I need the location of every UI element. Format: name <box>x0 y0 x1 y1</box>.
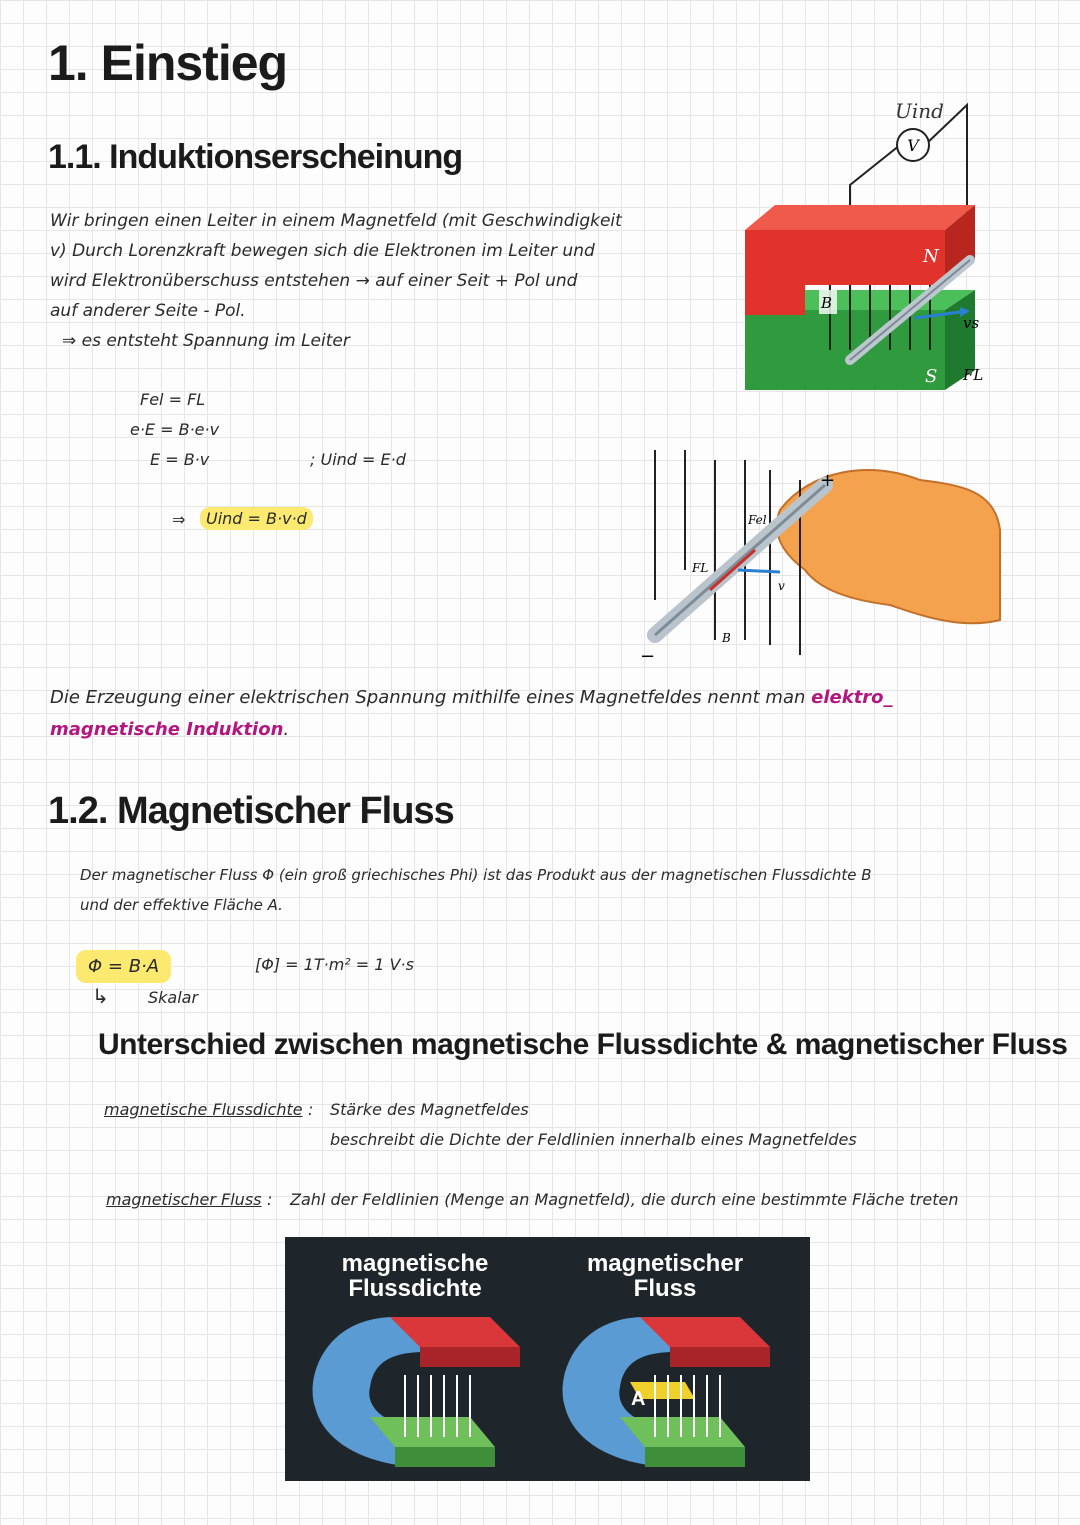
section-heading-flux: 1.2. Magnetischer Fluss <box>48 790 454 832</box>
equation-2: e·E = B·e·v <box>130 420 220 439</box>
conclusion-term-2: magnetische Induktion <box>50 719 284 740</box>
scalar-label: Skalar <box>148 988 199 1007</box>
b-label-2: B <box>722 631 731 645</box>
fel-label: Fel <box>748 513 767 527</box>
magnet-red-pillar <box>745 285 805 315</box>
flux-formula: Φ = B·A <box>76 950 171 983</box>
def1-colon: : <box>308 1100 314 1119</box>
conclusion-term-1: elektro_ <box>811 687 893 708</box>
section-heading-induction: 1.1. Induktionserscheinung <box>48 138 463 176</box>
velocity-label: vs <box>963 314 980 332</box>
force-label: FL <box>963 366 984 384</box>
v-label-2: v <box>778 579 785 593</box>
paragraph-line: auf anderer Seite - Pol. <box>50 301 246 321</box>
equation-3-side: ; Uind = E·d <box>310 450 406 469</box>
magnet-green-front <box>745 310 945 390</box>
def1-line1: Stärke des Magnetfeldes <box>330 1100 529 1119</box>
induction-conclusion <box>50 682 1040 746</box>
right-magnet <box>563 1317 770 1467</box>
figure-hand-rod <box>620 440 1020 670</box>
section-heading-difference: Unterschied zwischen magnetische Flussdichte & magnetischer Fluss <box>98 1028 1068 1061</box>
paragraph-line: und der effektive Fläche A. <box>80 896 283 914</box>
def1-line2: beschreibt die Dichte der Feldlinien innerhalb eines Magnetfeldes <box>330 1130 857 1149</box>
panel-left-title-line: magnetische <box>341 1250 489 1277</box>
panel-left-title <box>305 1251 525 1301</box>
panel-left-title-line: Flussdichte <box>348 1275 482 1302</box>
def1-term: magnetische Flussdichte <box>104 1100 303 1119</box>
plus-label: + <box>820 470 836 491</box>
scalar-arrow: ↳ <box>92 984 109 1008</box>
page-title: 1. Einstieg <box>48 35 288 91</box>
panel-magnets <box>285 1307 810 1481</box>
panel-right-title <box>555 1251 775 1301</box>
velocity-arrow-2 <box>738 570 780 572</box>
paragraph-line: Der magnetischer Fluss Φ (ein groß griechisches Phi) ist das Produkt aus der magnetischen Flussdichte B <box>80 866 872 884</box>
figure-magnet-rod <box>735 90 1025 410</box>
equation-3: E = B·v <box>150 450 210 469</box>
south-label: S <box>925 366 938 387</box>
panel-right-title-line: magnetischer <box>586 1250 744 1277</box>
comparison-panel <box>285 1237 810 1481</box>
voltage-label: Uind <box>895 99 944 123</box>
fl-label: FL <box>692 561 709 575</box>
result-arrow: ⇒ <box>172 510 186 529</box>
paragraph-line: Wir bringen einen Leiter in einem Magnetfeld (mit Geschwindigkeit <box>50 211 622 231</box>
magnet-red-front <box>745 230 945 285</box>
paragraph-line: v) Durch Lorenzkraft bewegen sich die Elektronen im Leiter und <box>50 241 595 261</box>
def2-text: Zahl der Feldlinien (Menge an Magnetfeld), die durch eine bestimmte Fläche treten <box>290 1190 959 1209</box>
induction-paragraph <box>50 206 690 356</box>
paragraph-line: ⇒ es entsteht Spannung im Leiter <box>62 331 350 351</box>
flux-paragraph <box>80 860 1040 920</box>
b-label: B <box>821 294 833 312</box>
magnet-red-top <box>745 205 975 230</box>
voltmeter-label: V <box>907 136 919 155</box>
minus-label: − <box>640 646 656 667</box>
north-label: N <box>923 246 939 267</box>
flux-unit: [Φ] = 1T·m² = 1 V·s <box>255 955 414 974</box>
conclusion-end: . <box>283 719 290 740</box>
def2-term: magnetischer Fluss <box>106 1190 262 1209</box>
conclusion-text: Die Erzeugung einer elektrischen Spannung mithilfe eines Magnetfeldes nennt man <box>50 687 806 708</box>
result-formula: Uind = B·v·d <box>200 507 313 530</box>
def2-colon: : <box>267 1190 273 1209</box>
panel-right-title-line: Fluss <box>633 1275 697 1302</box>
paragraph-line: wird Elektronüberschuss entstehen → auf einer Seit + Pol und <box>50 271 578 291</box>
area-label: A <box>631 1388 646 1410</box>
left-magnet <box>313 1317 520 1467</box>
equation-1: Fel = FL <box>140 390 206 409</box>
